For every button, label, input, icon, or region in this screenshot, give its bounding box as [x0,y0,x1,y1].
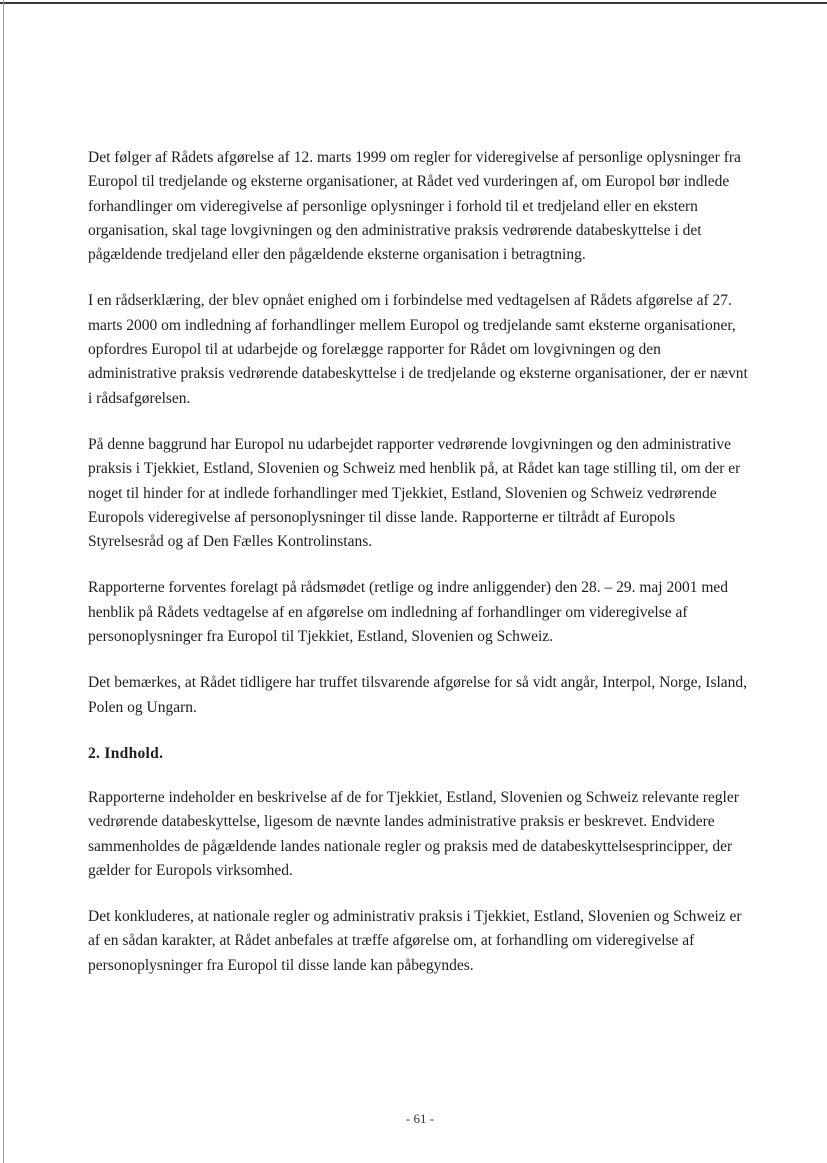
section-heading-indhold: 2. Indhold. [88,744,164,762]
paragraph-council-declaration-2000: I en rådserklæring, der blev opnået enighed om i forbindelse med vedtagelsen af Rådets afgørelse af 27. marts 2000 om indledning af forhandlinger mellem Europol og tredjelande samt eksterne organisationer, opfordres Europol til at udarbejde og forelægge rapporter for Rådet om lovgivningen og den administrative praksis vedrørende databeskyttelse i de tredjelande og eksterne organisationer, der er nævnt i rådsafgørelsen. [88,292,748,407]
paragraph-report-contents: Rapporterne indeholder en beskrivelse af de for Tjekkiet, Estland, Slovenien og Schweiz relevante regler vedrørende databeskyttelse, ligesom de nævnte landes administrative praksis er beskrevet. Endvidere sammenholdes de pågældende landes nationale regler og praksis med de databeskyttelsesprincipper, der gælder for Europols virksomhed. [88,788,739,879]
paragraph-europol-reports: På denne baggrund har Europol nu udarbejdet rapporter vedrørende lovgivningen og den administrative praksis i Tjekkiet, Estland, Slovenien og Schweiz med henblik på, at Rådet kan tage stilling til, om der er noget til hinder for at indlede forhandlinger med Tjekkiet, Estland, Slovenien og Schweiz vedrørende Europols videregivelse af personoplysninger til disse lande. Rapporterne er tiltrådt af Europols Styrelsesråd og af Den Fælles Kontrolinstans. [88,435,741,551]
left-border-rule [3,0,4,1163]
paragraph-conclusion: Det konkluderes, at nationale regler og administrativ praksis i Tjekkiet, Estland, Slovenien og Schweiz er af en sådan karakter, at Rådet anbefales at træffe afgørelse om, at forhandling om videregivelse af personoplysninger fra Europol til disse lande kan påbegyndes. [88,908,742,974]
paragraph-council-meeting: Rapporterne forventes forelagt på rådsmødet (retlige og indre anliggender) den 28. – 29. maj 2001 med henblik på Rådets vedtagelse af en afgørelse om indledning af forhandlinger om videregivelse af personoplysninger fra Europol til Tjekkiet, Estland, Slovenien og Schweiz. [88,579,729,646]
page-body [88,146,750,978]
paragraph-previous-decisions: Det bemærkes, at Rådet tidligere har truffet tilsvarende afgørelse for så vidt angår, Interpol, Norge, Island, Polen og Ungarn. [88,674,748,716]
page-number: - 61 - [405,1111,435,1126]
top-border-rule [0,2,827,4]
paragraph-council-decision-1999: Det følger af Rådets afgørelse af 12. marts 1999 om regler for videregivelse af personlige oplysninger fra Europol til tredjelande og eksterne organisationer, at Rådet ved vurderingen af, om Europol bør indlede forhandlinger om videregivelse af personlige oplysninger i forhold til et tredjeland eller en ekstern organisation, skal tage lovgivningen og den administrative praksis vedrørende databeskyttelse i det pågældende tredjeland eller den pågældende eksterne organisation i betragtning. [88,149,741,264]
